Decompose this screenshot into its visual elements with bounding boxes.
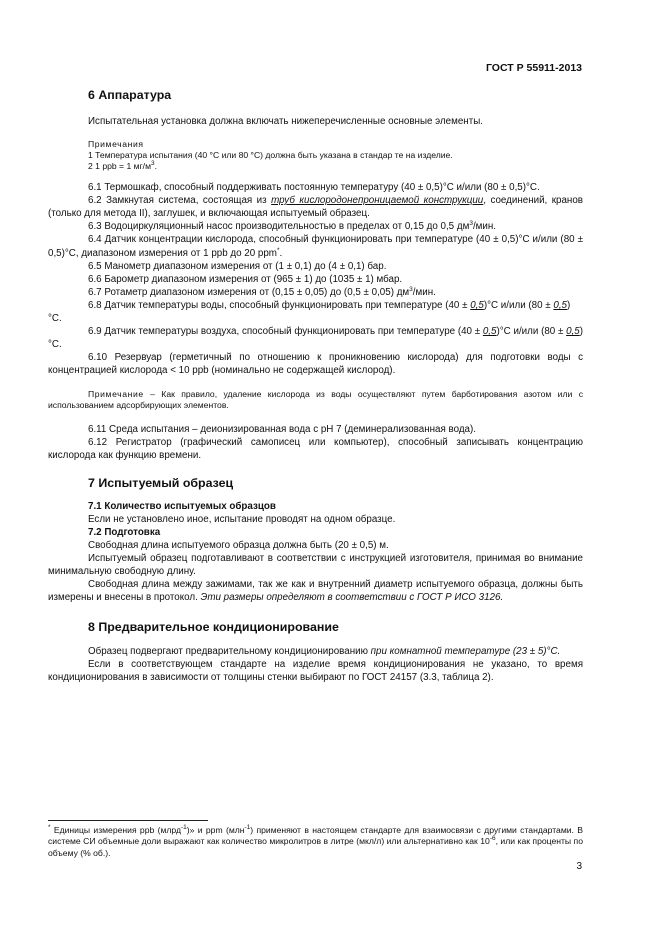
section-8-para-2: Если в соответствующем стандарте на изделие время кондиционирования не указано, то время кондиционирования в зависимости от толщины стенки выбирают по ГОСТ 24157 (3.3, таблица 2). — [48, 658, 583, 683]
subsection-7-1-heading: 7.1 Количество испытуемых образцов — [88, 500, 276, 512]
subsection-7-2-text-2: Испытуемый образец подготавливают в соответствии с инструкцией изготовителя, принимая во внимание минимальную свободную длину. — [48, 553, 583, 578]
page-number: 3 — [576, 861, 582, 872]
note-2: 2 1 ppb = 1 $мг/м^3$. — [88, 160, 157, 172]
item-6-6: 6.6 Барометр диапазоном измерения от (965 ± 1) до (1035 ± 1) мбар. — [88, 273, 403, 285]
item-6-10: 6.10 Резервуар (герметичный по отношению к проникновению кислорода) для подготовки воды с концентрацией кислорода < 10 ppb (номинально не содержащей кислород). — [48, 352, 583, 377]
item-6-9: 6.9 Датчик температуры воздуха, способный функционировать при температуре (40 ± 0,5)°С и/или (80 ± 0,5)°С. — [48, 326, 583, 351]
subsection-7-2-heading: 7.2 Подготовка — [88, 526, 161, 538]
notes-title: Примечания — [88, 139, 144, 150]
section-6-heading: 6 Аппаратура — [88, 88, 172, 102]
section-8-para-1: Образец подвергают предварительному кондиционированию при комнатной температуре (23 ± 5)°С. — [88, 645, 561, 657]
item-6-4: 6.4 Датчик концентрации кислорода, способный функционировать при температуре (40 ± 0,5)°С и/или (80 ± 0,5)°С, диапазоном измерения от 1 ppb до 20 ppm*. — [48, 234, 583, 259]
page-content — [48, 86, 583, 684]
note-1: 1 Температура испытания (40 °С или 80 °С) должна быть указана в стандар те на изделие. — [88, 150, 453, 161]
standard-designation: ГОСТ Р 55911-2013 — [485, 62, 582, 74]
subsection-7-1-text: Если не установлено иное, испытание проводят на одном образце. — [88, 513, 396, 525]
section-7-heading: 7 Испытуемый образец — [88, 475, 234, 490]
item-6-2: 6.2 Замкнутая система, состоящая из труб кислородонепроницаемой конструкции, соединений, кранов (только для метода II), заглушек, и включающая испытуемый образец. — [48, 195, 583, 220]
item-6-1: 6.1 Термошкаф, способный поддерживать постоянную температуру (40 ± 0,5)°С и/или (80 ± 0,5)°С. — [88, 182, 540, 194]
section-6-intro: Испытательная установка должна включать нижеперечисленные основные элементы. — [88, 116, 483, 127]
subsection-7-2-text-3: Свободная длина между зажимами, так же как и внутренний диаметр испытуемого образца, должны быть измерены и внесены в протокол. Эти размеры определяют в соответствии с ГОСТ Р ИСО 3126. — [48, 579, 583, 604]
item-6-12: 6.12 Регистратор (графический самописец или компьютер), способный записывать концентрацию кислорода как функцию времени. — [48, 436, 583, 461]
section-8-heading: 8 Предварительное кондиционирование — [88, 619, 339, 634]
item-6-5: 6.5 Манометр диапазоном измерения от (1 ± 0,1) до (4 ± 0,1) бар. — [88, 260, 387, 272]
item-6-11: 6.11 Среда испытания – деионизированная вода с pH 7 (деминерализованная вода). — [88, 423, 476, 435]
footnote-divider — [48, 820, 208, 821]
item-6-8: 6.8 Датчик температуры воды, способный функционировать при температуре (40 ± 0,5)°С и/или (80 ± 0,5) °С. — [48, 299, 571, 325]
subsection-7-2-text-1: Свободная длина испытуемого образца должна быть (20 ± 0,5) м. — [88, 540, 389, 552]
item-6-3: 6.3 Водоциркуляционный насос производительностью в пределах от 0,15 до 0,5 $дм^3$/мин. — [88, 220, 496, 233]
item-6-7: 6.7 Ротаметр диапазоном измерения от (0,15 ± 0,05) до (0,5 ± 0,05) $дм^3$/мин. — [88, 285, 436, 298]
footnote: * Единицы измерения ppb (млрд$^{-1}$)» и ppm (млн$^{-1}$) применяют в настоящем стандарте для взаимосвязи с другими стандартами. В системе СИ объемные доли выражают как количество микролитров в литре (мкл/л) или альтернативно как $10^{-6}$, или как проценты по объему (% об.). — [48, 824, 583, 858]
note-oxygen-removal: Примечание – Как правило, удаление кислорода из воды осуществляют путем барботирования азотом или с использованием адсорбирующих элементов. — [48, 388, 583, 410]
